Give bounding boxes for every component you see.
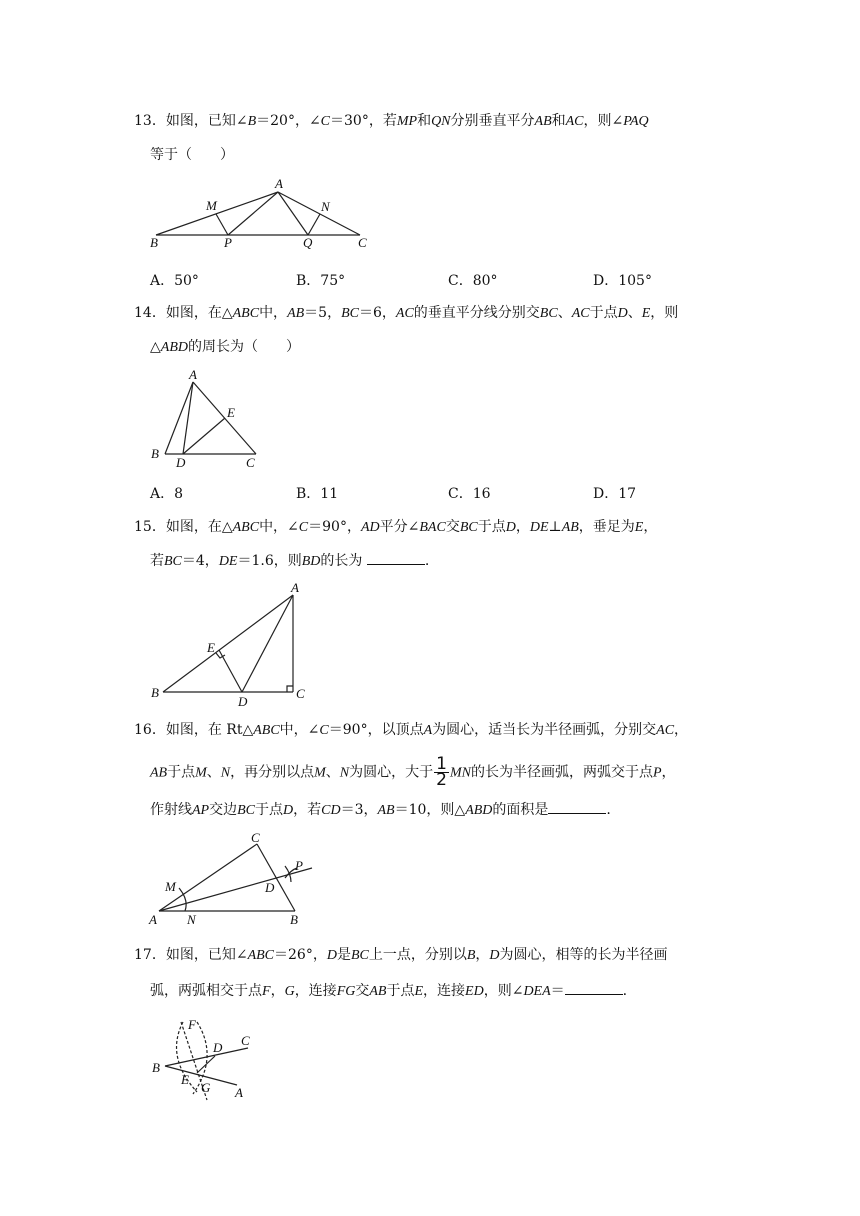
q17-line-2 <box>150 982 627 1001</box>
q16-var: D <box>283 803 294 818</box>
q17-label-G: G <box>201 1080 211 1095</box>
q15-answer-blank[interactable] <box>367 552 425 565</box>
q14-label-B: B <box>151 446 159 461</box>
q17-text: ，连接 <box>423 983 466 999</box>
q16-text: ＝3， <box>340 802 378 818</box>
q15-var: D <box>505 520 516 535</box>
q15-label-B: B <box>151 685 159 700</box>
q16-label-D: D <box>265 880 275 895</box>
q17-label-C: C <box>241 1033 250 1048</box>
q17-var: DEA <box>523 984 551 999</box>
q16-var: A <box>423 723 433 738</box>
q13-text: 和 <box>417 113 432 129</box>
q15-text: 中，∠ <box>259 519 299 535</box>
q17-text: . <box>622 983 628 999</box>
q16-text: 的面积是 <box>492 802 549 818</box>
q15-lines <box>163 595 293 692</box>
q15-label-E: E <box>207 640 215 655</box>
q14-text: 的垂直平分线分别交 <box>413 305 540 321</box>
q15-text: 若 <box>150 553 164 569</box>
q15-var: DE <box>218 554 238 569</box>
q17-var: D <box>326 948 337 963</box>
q13-var: AB <box>534 114 552 129</box>
q16-text: ＝90°，以顶点 <box>328 722 424 738</box>
q15-text: ⊥ <box>548 519 562 535</box>
q15-var: BC <box>459 520 478 535</box>
q13-var: AC <box>565 114 584 129</box>
q14-var: ABD <box>160 340 188 355</box>
q17-label-B: B <box>152 1060 160 1075</box>
q13-choice-a[interactable]: A．50° <box>150 273 199 289</box>
q17-number: 17 <box>134 947 152 963</box>
q14-text: ，则 <box>650 305 679 321</box>
q17-label-F: F <box>188 1017 196 1032</box>
q16-frac-num: 1 <box>436 754 447 774</box>
q14-text: 于点 <box>589 305 618 321</box>
q15-text: 交 <box>445 519 460 535</box>
q15-var: BD <box>301 554 321 569</box>
q17-text: 上一点，分别以 <box>368 947 467 963</box>
q15-text: ＝1.6，则 <box>237 553 302 569</box>
q17-var: B <box>466 948 476 963</box>
q16-text: ， <box>661 764 676 781</box>
q14-text: 的周长为（ ） <box>188 339 300 355</box>
q14-text: 、 <box>627 305 642 321</box>
q17-text: ＝26°， <box>274 947 327 963</box>
q15-text: . <box>424 553 430 569</box>
q13-var: B <box>247 114 257 129</box>
q17-var: BC <box>350 948 369 963</box>
q17-text: ， <box>475 947 490 963</box>
q13-line-2: 等于（ ） <box>150 147 234 163</box>
q16-var: AB <box>150 765 168 781</box>
q16-label-N: N <box>187 912 196 927</box>
q16-label-A: A <box>149 912 157 927</box>
q13-label-N: N <box>321 199 330 214</box>
q16-number: 16 <box>134 722 152 738</box>
q13-line-1 <box>134 112 649 131</box>
q14-lines <box>165 382 256 454</box>
q14-text: 、 <box>557 305 572 321</box>
q16-line-3 <box>150 801 611 820</box>
q16-text: ， <box>674 722 689 738</box>
q15-var: C <box>298 520 309 535</box>
q17-var: E <box>414 984 424 999</box>
q16-text: 中，∠ <box>279 722 320 738</box>
q14-text: △ <box>150 339 161 355</box>
q17-text: ， <box>270 983 285 999</box>
q17-text: 交 <box>355 983 370 999</box>
q16-text: . <box>606 802 611 818</box>
q14-var: AC <box>571 306 590 321</box>
q17-text: ，则∠ <box>483 983 524 999</box>
q17-label-A: A <box>235 1085 243 1100</box>
q14-choice-b[interactable]: B．11 <box>296 486 339 502</box>
q13-number: 13 <box>134 113 152 129</box>
q17-var: G <box>284 984 295 999</box>
q16-answer-blank[interactable] <box>548 801 606 814</box>
q16-var: AB <box>377 803 395 818</box>
q13-var: MP <box>396 114 418 129</box>
q14-number: 14 <box>134 305 152 321</box>
q14-choice-d[interactable]: D．17 <box>593 486 637 502</box>
q15-var: DE <box>529 520 549 535</box>
q17-text: ＝ <box>550 983 565 999</box>
q15-var: E <box>634 520 644 535</box>
q15-var: AB <box>561 520 579 535</box>
q14-choice-a[interactable]: A．8 <box>150 486 184 502</box>
q15-var: ABC <box>232 520 260 535</box>
q16-text: ＝10，则△ <box>394 802 466 818</box>
q16-text: 为圆心，适当长为半径画弧，分别交 <box>432 722 657 738</box>
q16-var: ABD <box>465 803 493 818</box>
q15-figure <box>145 582 315 710</box>
q13-label-C: C <box>358 235 367 250</box>
q16-text: 为圆心，大于 <box>349 764 434 781</box>
q14-text: ．如图，在△ <box>151 305 233 321</box>
q16-var: M <box>195 765 207 781</box>
q15-text: ＝90°， <box>308 519 361 535</box>
q13-choice-c[interactable]: C．80° <box>448 273 498 289</box>
q15-text: 于点 <box>477 519 506 535</box>
q15-label-D: D <box>238 694 248 709</box>
q13-label-M: M <box>206 198 217 213</box>
q14-var: BC <box>539 306 558 321</box>
q16-var: MN <box>449 765 471 781</box>
q15-label-A: A <box>291 580 299 595</box>
q15-text: ．如图，在△ <box>151 519 233 535</box>
q17-var: FG <box>336 984 356 999</box>
q16-var: BC <box>237 803 255 818</box>
q14-text: ＝5， <box>304 305 342 321</box>
q13-text: ．如图，已知∠ <box>151 113 248 129</box>
q16-var: C <box>319 723 329 738</box>
q17-text: 弧，两弧相交于点 <box>150 983 262 999</box>
q17-line-1 <box>134 946 668 965</box>
q15-text: ＝4， <box>181 553 219 569</box>
q15-line-1 <box>134 518 657 537</box>
q15-text: ， <box>643 519 658 535</box>
q16-text: 、 <box>206 764 221 781</box>
q16-var: P <box>652 765 662 781</box>
q16-var: ABC <box>253 723 280 738</box>
q17-text: 为圆心，相等的长为半径画 <box>499 947 668 963</box>
q14-text: ＝6， <box>358 305 396 321</box>
q14-label-D: D <box>176 455 186 470</box>
q14-var: AB <box>287 306 305 321</box>
q17-var: AB <box>369 984 387 999</box>
q14-figure <box>145 368 275 473</box>
q14-text: 中， <box>259 305 288 321</box>
q15-line-2 <box>150 552 429 571</box>
q13-label-A: A <box>275 176 283 191</box>
q14-label-C: C <box>246 455 255 470</box>
q17-var: ABC <box>247 948 275 963</box>
q16-line-2 <box>150 754 676 790</box>
q16-var: M <box>314 765 326 781</box>
q16-text: ，再分别以点 <box>230 764 315 781</box>
q15-var: BAC <box>419 520 446 535</box>
q16-text: 作射线 <box>150 802 192 818</box>
q14-label-A: A <box>189 367 197 382</box>
q13-label-P: P <box>224 235 232 250</box>
q15-text: ，垂足为 <box>578 519 635 535</box>
q16-text: 的长为半径画弧，两弧交于点 <box>470 764 653 781</box>
q14-line-2 <box>150 338 300 357</box>
q17-var: F <box>262 984 271 999</box>
q16-text: 交边 <box>209 802 238 818</box>
q16-var: N <box>339 765 350 781</box>
q13-text: 和 <box>551 113 566 129</box>
q17-answer-blank[interactable] <box>565 982 623 995</box>
q16-var: N <box>220 765 231 781</box>
q17-var: ED <box>465 984 484 999</box>
q13-choice-d[interactable]: D．105° <box>593 273 652 289</box>
q17-label-E: E <box>181 1072 189 1087</box>
q17-text: 是 <box>336 947 351 963</box>
q16-text: 于点 <box>167 764 196 781</box>
q13-figure <box>140 170 380 250</box>
q14-choice-c[interactable]: C．16 <box>448 486 491 502</box>
q14-var: BC <box>341 306 359 321</box>
q16-text: ．如图，在 Rt△ <box>151 722 254 738</box>
q15-var: BC <box>164 554 182 569</box>
q14-var: AC <box>395 306 414 321</box>
q16-fraction <box>434 754 449 790</box>
q17-figure <box>145 1012 265 1107</box>
q16-label-P: P <box>295 858 303 873</box>
q15-text: 平分∠ <box>379 519 420 535</box>
q16-var: AC <box>656 723 675 738</box>
q16-text: 于点 <box>255 802 283 818</box>
q14-var: D <box>617 306 628 321</box>
q13-var: C <box>320 114 331 129</box>
q14-var: E <box>641 306 651 321</box>
q13-text: ，则∠ <box>583 113 624 129</box>
q17-var: D <box>489 948 500 963</box>
q13-text: ＝30°，若 <box>330 113 397 129</box>
q17-label-D: D <box>213 1040 223 1055</box>
q13-text: 分别垂直平分 <box>450 113 535 129</box>
q16-label-B: B <box>290 912 298 927</box>
q15-number: 15 <box>134 519 152 535</box>
q16-text: ，若 <box>293 802 322 818</box>
q16-line-1 <box>134 721 688 740</box>
q16-var: AP <box>192 803 210 818</box>
q16-text: 、 <box>325 764 340 781</box>
q17-text: ．如图，已知∠ <box>151 947 248 963</box>
q13-text: ＝20°，∠ <box>256 113 321 129</box>
q14-label-E: E <box>227 405 235 420</box>
q15-var: AD <box>360 520 380 535</box>
q17-text: ，连接 <box>294 983 337 999</box>
q15-text: ， <box>515 519 530 535</box>
q13-var: PAQ <box>623 114 649 129</box>
q16-var: CD <box>321 803 341 818</box>
q14-line-1 <box>134 304 678 323</box>
q15-label-C: C <box>296 686 305 701</box>
q17-text: 于点 <box>386 983 415 999</box>
q16-frac-den: 2 <box>436 770 447 790</box>
q16-lines <box>159 844 312 911</box>
q16-label-M: M <box>165 879 176 894</box>
q13-choice-b[interactable]: B．75° <box>296 273 346 289</box>
q15-text: 的长为 <box>320 553 363 569</box>
q16-label-C: C <box>251 830 260 845</box>
q16-figure <box>145 828 325 928</box>
q13-var: QN <box>431 114 451 129</box>
q13-label-B: B <box>150 235 158 250</box>
q14-var: ABC <box>232 306 260 321</box>
q13-label-Q: Q <box>303 235 313 250</box>
